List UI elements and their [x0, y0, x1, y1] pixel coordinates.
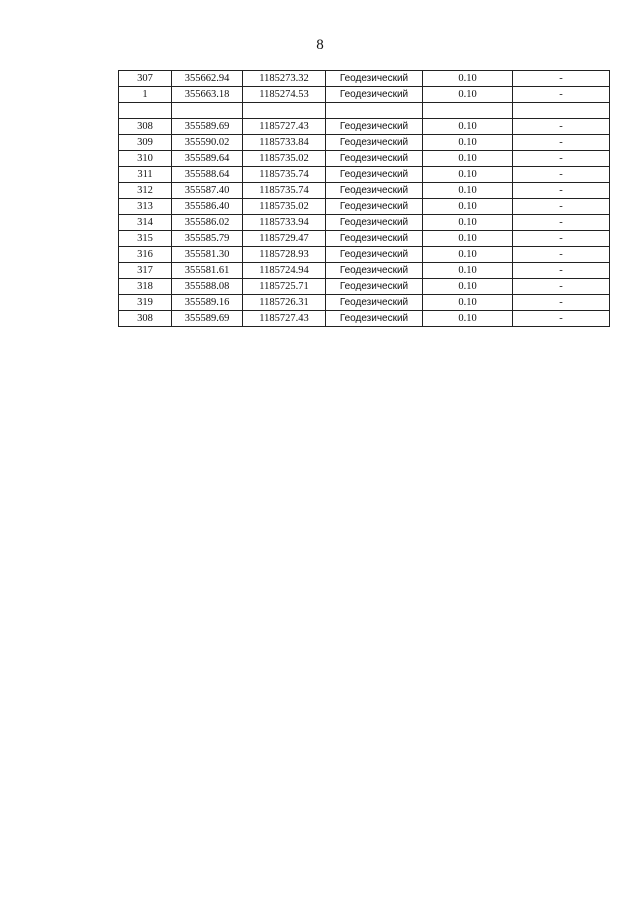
method-cell: Геодезический	[326, 247, 423, 263]
note-cell: -	[513, 119, 610, 135]
accuracy-cell: 0.10	[423, 167, 513, 183]
table-row	[119, 247, 610, 263]
method-cell: Геодезический	[326, 151, 423, 167]
y-coordinate-cell: 1185733.84	[243, 135, 326, 151]
point-number-cell: 312	[119, 183, 172, 199]
table-row	[119, 263, 610, 279]
method-cell: Геодезический	[326, 71, 423, 87]
method-cell: Геодезический	[326, 167, 423, 183]
y-coordinate-cell: 1185729.47	[243, 231, 326, 247]
point-number-cell: 314	[119, 215, 172, 231]
y-coordinate-cell: 1185727.43	[243, 311, 326, 327]
table-row	[119, 71, 610, 87]
y-coordinate-cell: 1185735.74	[243, 167, 326, 183]
point-number-cell: 316	[119, 247, 172, 263]
accuracy-cell: 0.10	[423, 279, 513, 295]
y-coordinate-cell: 1185725.71	[243, 279, 326, 295]
x-coordinate-cell	[172, 103, 243, 119]
point-number-cell: 317	[119, 263, 172, 279]
accuracy-cell: 0.10	[423, 183, 513, 199]
x-coordinate-cell: 355585.79	[172, 231, 243, 247]
note-cell: -	[513, 231, 610, 247]
accuracy-cell: 0.10	[423, 87, 513, 103]
y-coordinate-cell: 1185727.43	[243, 119, 326, 135]
y-coordinate-cell: 1185728.93	[243, 247, 326, 263]
method-cell: Геодезический	[326, 263, 423, 279]
method-cell: Геодезический	[326, 279, 423, 295]
method-cell: Геодезический	[326, 199, 423, 215]
note-cell: -	[513, 263, 610, 279]
x-coordinate-cell: 355586.40	[172, 199, 243, 215]
point-number-cell	[119, 103, 172, 119]
y-coordinate-cell: 1185724.94	[243, 263, 326, 279]
point-number-cell: 308	[119, 311, 172, 327]
method-cell: Геодезический	[326, 135, 423, 151]
x-coordinate-cell: 355662.94	[172, 71, 243, 87]
point-number-cell: 311	[119, 167, 172, 183]
x-coordinate-cell: 355581.30	[172, 247, 243, 263]
table-row	[119, 151, 610, 167]
note-cell: -	[513, 87, 610, 103]
coordinates-table	[118, 70, 610, 327]
accuracy-cell: 0.10	[423, 295, 513, 311]
table-row	[119, 311, 610, 327]
note-cell: -	[513, 311, 610, 327]
accuracy-cell: 0.10	[423, 199, 513, 215]
y-coordinate-cell: 1185273.32	[243, 71, 326, 87]
x-coordinate-cell: 355663.18	[172, 87, 243, 103]
note-cell: -	[513, 247, 610, 263]
table-row	[119, 279, 610, 295]
method-cell: Геодезический	[326, 119, 423, 135]
method-cell: Геодезический	[326, 183, 423, 199]
note-cell: -	[513, 167, 610, 183]
table-row	[119, 135, 610, 151]
note-cell: -	[513, 151, 610, 167]
table-row	[119, 167, 610, 183]
table-row-blank	[119, 103, 610, 119]
note-cell: -	[513, 71, 610, 87]
y-coordinate-cell: 1185733.94	[243, 215, 326, 231]
x-coordinate-cell: 355590.02	[172, 135, 243, 151]
y-coordinate-cell: 1185274.53	[243, 87, 326, 103]
x-coordinate-cell: 355589.69	[172, 119, 243, 135]
accuracy-cell: 0.10	[423, 263, 513, 279]
x-coordinate-cell: 355589.16	[172, 295, 243, 311]
y-coordinate-cell	[243, 103, 326, 119]
accuracy-cell: 0.10	[423, 215, 513, 231]
x-coordinate-cell: 355588.64	[172, 167, 243, 183]
page-number: 8	[316, 37, 324, 53]
accuracy-cell: 0.10	[423, 311, 513, 327]
point-number-cell: 309	[119, 135, 172, 151]
point-number-cell: 315	[119, 231, 172, 247]
x-coordinate-cell: 355586.02	[172, 215, 243, 231]
x-coordinate-cell: 355589.64	[172, 151, 243, 167]
point-number-cell: 1	[119, 87, 172, 103]
accuracy-cell: 0.10	[423, 135, 513, 151]
y-coordinate-cell: 1185735.74	[243, 183, 326, 199]
table-row	[119, 231, 610, 247]
point-number-cell: 308	[119, 119, 172, 135]
table-row	[119, 183, 610, 199]
y-coordinate-cell: 1185735.02	[243, 199, 326, 215]
note-cell: -	[513, 295, 610, 311]
point-number-cell: 307	[119, 71, 172, 87]
x-coordinate-cell: 355588.08	[172, 279, 243, 295]
x-coordinate-cell: 355587.40	[172, 183, 243, 199]
accuracy-cell: 0.10	[423, 71, 513, 87]
method-cell: Геодезический	[326, 87, 423, 103]
table-row	[119, 295, 610, 311]
accuracy-cell	[423, 103, 513, 119]
method-cell: Геодезический	[326, 231, 423, 247]
table-row	[119, 199, 610, 215]
table-row	[119, 87, 610, 103]
y-coordinate-cell: 1185735.02	[243, 151, 326, 167]
note-cell: -	[513, 199, 610, 215]
accuracy-cell: 0.10	[423, 151, 513, 167]
method-cell: Геодезический	[326, 295, 423, 311]
method-cell: Геодезический	[326, 215, 423, 231]
point-number-cell: 319	[119, 295, 172, 311]
accuracy-cell: 0.10	[423, 119, 513, 135]
point-number-cell: 318	[119, 279, 172, 295]
point-number-cell: 310	[119, 151, 172, 167]
x-coordinate-cell: 355589.69	[172, 311, 243, 327]
note-cell: -	[513, 279, 610, 295]
accuracy-cell: 0.10	[423, 231, 513, 247]
method-cell	[326, 103, 423, 119]
note-cell: -	[513, 135, 610, 151]
y-coordinate-cell: 1185726.31	[243, 295, 326, 311]
note-cell: -	[513, 183, 610, 199]
point-number-cell: 313	[119, 199, 172, 215]
x-coordinate-cell: 355581.61	[172, 263, 243, 279]
method-cell: Геодезический	[326, 311, 423, 327]
table-row	[119, 215, 610, 231]
note-cell	[513, 103, 610, 119]
accuracy-cell: 0.10	[423, 247, 513, 263]
coordinates-table-body	[119, 71, 610, 327]
table-row	[119, 119, 610, 135]
note-cell: -	[513, 215, 610, 231]
